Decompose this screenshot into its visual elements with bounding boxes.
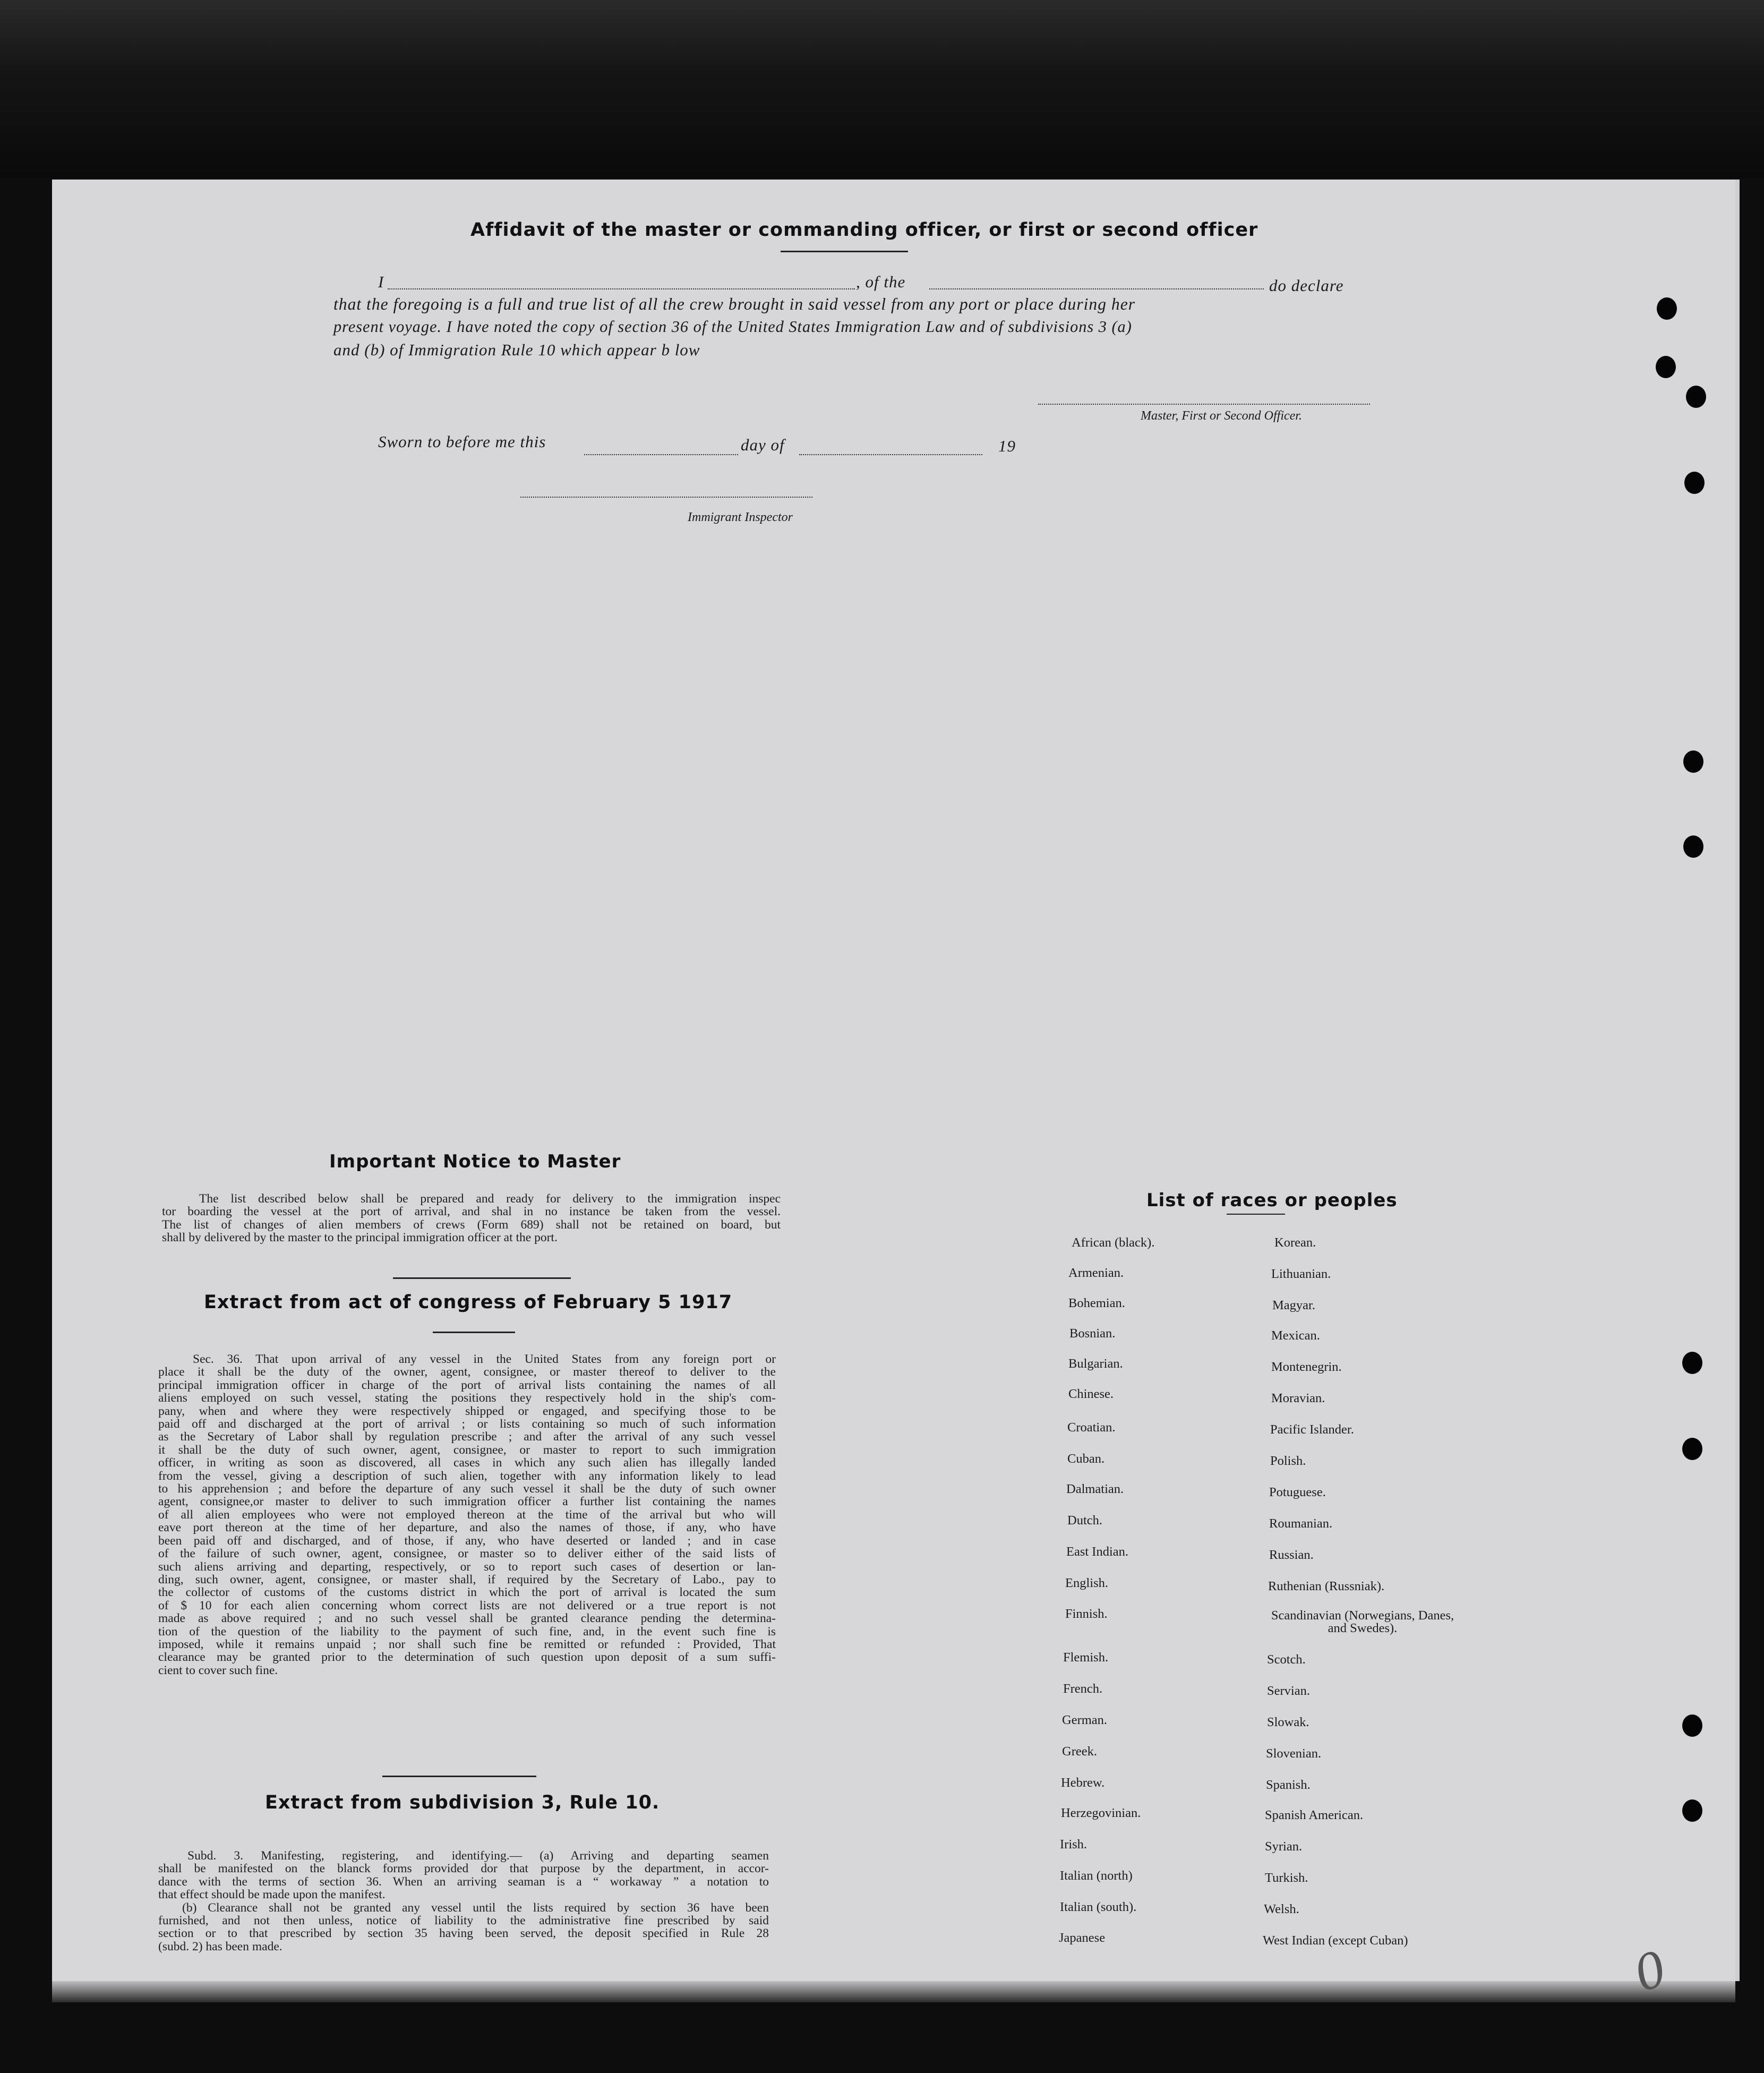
races-title: List of races or peoples xyxy=(1146,1190,1398,1211)
race-item: Russian. xyxy=(1269,1548,1314,1562)
act-line: of all alien employees who were not employed thereon at the time of the arrival but who will xyxy=(158,1507,776,1522)
rule-line: (b) Clearance shall not be granted any vessel until the lists required by section 36 have been xyxy=(182,1900,769,1915)
race-item: Magyar. xyxy=(1272,1298,1315,1312)
binder-hole xyxy=(1682,1438,1702,1460)
act-line: cient to cover such fine. xyxy=(158,1663,278,1677)
race-item: Moravian. xyxy=(1271,1391,1325,1405)
act-line: imposed, while it remains unpaid ; nor shall such fine be remitted or refunded : Provided, That xyxy=(158,1637,776,1651)
notice-line: The list described below shall be prepared and ready for delivery to the immigration inspec xyxy=(199,1192,781,1206)
sworn-day-field[interactable] xyxy=(584,454,738,455)
notice-line: The list of changes of alien members of crews (Form 689) shall not be retained on board, but xyxy=(162,1217,781,1232)
inspector-label: Immigrant Inspector xyxy=(688,510,793,524)
race-item: Dutch. xyxy=(1067,1513,1102,1528)
rule-10-text xyxy=(158,1849,769,1953)
race-item: Polish. xyxy=(1270,1454,1306,1468)
binder-hole xyxy=(1683,835,1703,858)
signature-field[interactable] xyxy=(1038,404,1370,405)
race-item: Bosnian. xyxy=(1069,1326,1116,1341)
race-item: East Indian. xyxy=(1066,1545,1129,1559)
race-item: Pacific Islander. xyxy=(1270,1422,1354,1437)
rule-line: Subd. 3. Manifesting, registering, and identifying.— (a) Arriving and departing seamen xyxy=(187,1849,769,1863)
act-line: been paid off and discharged, and of those, if any, who have deserted or landed ; and in case xyxy=(158,1533,776,1548)
rule-line: that effect should be made upon the manifest. xyxy=(158,1888,386,1902)
race-item: African (black). xyxy=(1072,1235,1155,1250)
race-item: Herzegovinian. xyxy=(1061,1806,1141,1820)
year-label: 19 xyxy=(998,437,1016,455)
of-the-label: , of the xyxy=(856,272,906,291)
race-item: Greek. xyxy=(1062,1744,1097,1759)
act-line: to his apprehension ; and before the departure of any such vessel it shall be the duty of such owner xyxy=(158,1482,776,1496)
notice-line: shall by delivered by the master to the principal immigration officer at the port. xyxy=(162,1231,558,1245)
affidavit-title: Affidavit of the master or commanding officer, or first or second officer xyxy=(470,219,1258,241)
race-item: Scandinavian (Norwegians, Danes, and Swedes). xyxy=(1271,1608,1454,1635)
act-line: officer, in writing as soon as discovered, all cases in which any such alien has illegally landed xyxy=(158,1456,776,1470)
handwritten-mark: 0 xyxy=(1626,1940,1675,2003)
race-item: Turkish. xyxy=(1265,1871,1308,1885)
binder-hole xyxy=(1682,1714,1702,1737)
act-line: from the vessel, giving a description of such alien, together with any information likely to lead xyxy=(158,1469,776,1483)
sworn-month-field[interactable] xyxy=(799,454,982,455)
act-line: place it shall be the duty of the owner, agent, consignee, or master thereof to deliver to the xyxy=(158,1365,776,1379)
notice-text xyxy=(162,1192,781,1244)
rule-line: furnished, and not then unless, notice of liability to the administrative fine prescribed by said xyxy=(158,1914,769,1928)
act-line: pany, when and where they were respectively shipped or engaged, and specifying those to be xyxy=(158,1404,776,1418)
race-item: Dalmatian. xyxy=(1066,1482,1124,1496)
race-item: Korean. xyxy=(1274,1235,1316,1250)
binder-hole xyxy=(1686,386,1706,408)
race-item: German. xyxy=(1062,1713,1108,1727)
race-item: Armenian. xyxy=(1068,1266,1124,1280)
binder-hole xyxy=(1683,750,1703,773)
notice-line: tor boarding the vessel at the port of arrival, and shal in no instance be taken from the vessel. xyxy=(162,1205,781,1219)
race-item: Spanish American. xyxy=(1265,1808,1364,1822)
title-underline xyxy=(433,1332,515,1333)
inspector-signature-field[interactable] xyxy=(520,497,812,498)
rule-line: section or to that prescribed by section 35 having been served, the deposit specified in Rule 28 xyxy=(158,1926,769,1941)
scan-border-bottom xyxy=(52,1981,1735,2002)
race-item: Hebrew. xyxy=(1061,1776,1105,1790)
section-divider xyxy=(393,1277,571,1279)
sworn-label: Sworn to before me this xyxy=(378,432,546,451)
race-item: Mexican. xyxy=(1271,1328,1320,1343)
race-item: Finnish. xyxy=(1065,1607,1108,1621)
act-line: clearance may be granted prior to the determination of such question upon deposit of a sum suffi- xyxy=(158,1650,776,1665)
rule-extract-title: Extract from subdivision 3, Rule 10. xyxy=(265,1792,660,1813)
act-line: it shall be the duty of such owner, agent, consignee, or master to report to such immigration xyxy=(158,1443,776,1457)
affidavit-line-4: and (b) of Immigration Rule 10 which appear b low xyxy=(333,340,700,359)
document-page xyxy=(52,180,1740,1981)
race-item: Italian (south). xyxy=(1060,1900,1137,1914)
do-declare-label: do declare xyxy=(1269,276,1344,295)
race-item: Irish. xyxy=(1060,1837,1087,1852)
act-line: Sec. 36. That upon arrival of any vessel in the United States from any foreign port or xyxy=(193,1352,776,1366)
race-item: Bulgarian. xyxy=(1068,1357,1123,1371)
act-line: of $ 10 for each alien concerning whom correct lists are not delivered or a true report is not xyxy=(158,1598,776,1613)
race-item: Roumanian. xyxy=(1269,1516,1333,1531)
act-line: agent, consignee,or master to deliver to such immigration officer a further list containing the names xyxy=(158,1495,776,1509)
race-item: Flemish. xyxy=(1063,1650,1109,1665)
binder-hole xyxy=(1656,356,1676,378)
race-item: Bohemian. xyxy=(1068,1296,1125,1310)
race-item: Slowak. xyxy=(1267,1715,1309,1729)
race-item: Japanese xyxy=(1059,1931,1106,1945)
act-line: paid off and discharged at the port of arrival ; or lists containing so much of such information xyxy=(158,1417,776,1431)
act-line: of the failure of such owner, agent, consignee, or master so to deliver either of the said lists of xyxy=(158,1547,776,1561)
act-line: aliens employed on such vessel, stating the positions they respectively hold in the ship's com- xyxy=(158,1391,776,1405)
section-divider xyxy=(382,1776,536,1777)
binder-hole xyxy=(1682,1352,1702,1374)
race-item: Welsh. xyxy=(1264,1902,1299,1916)
race-item: Montenegrin. xyxy=(1271,1360,1342,1374)
rule-line: dance with the terms of section 36. When an arriving seaman is a “ workaway ” a notation to xyxy=(158,1874,769,1889)
act-line: the collector of customs of the customs district in which the port of arrival is located the sum xyxy=(158,1585,776,1600)
act-line: as the Secretary of Labor shall by regulation prescribe ; and after the arrival of any such vessel xyxy=(158,1430,776,1444)
race-item: Ruthenian (Russniak). xyxy=(1268,1579,1385,1593)
race-item: Scotch. xyxy=(1267,1652,1306,1667)
notice-title: Important Notice to Master xyxy=(329,1151,621,1172)
act-line: principal immigration officer in charge of the port of arrival lists containing the names of all xyxy=(158,1378,776,1392)
act-extract-title: Extract from act of congress of February 5 1917 xyxy=(204,1292,733,1313)
race-item: Syrian. xyxy=(1265,1839,1303,1854)
race-item: Slovenian. xyxy=(1266,1746,1322,1761)
race-item: Cuban. xyxy=(1067,1452,1105,1466)
binder-hole xyxy=(1657,297,1677,320)
vessel-name-field[interactable] xyxy=(929,288,1264,289)
act-line: ding, such owner, agent, consignee, or master shall, if required by the Secretary of Labo., pay to xyxy=(158,1572,776,1586)
act-line: tion of the question of the liability to the payment of such fine, and, in the event such fine is xyxy=(158,1624,776,1639)
rule-line: (subd. 2) has been made. xyxy=(158,1939,282,1953)
day-of-label: day of xyxy=(741,436,785,454)
race-item: Potuguese. xyxy=(1269,1485,1326,1499)
race-item: Chinese. xyxy=(1068,1387,1114,1401)
race-item: English. xyxy=(1065,1576,1108,1590)
race-item: West Indian (except Cuban) xyxy=(1263,1933,1408,1948)
act-line: such aliens arriving and departing, respectively, or so to report such cases of desertion or lan- xyxy=(158,1559,776,1574)
act-line: made as above required ; and no such vessel shall be granted clearance pending the determina- xyxy=(158,1611,776,1626)
declarant-name-field[interactable] xyxy=(388,288,855,289)
title-underline xyxy=(1227,1214,1285,1215)
binder-hole xyxy=(1684,472,1705,494)
affidavit-line-3: present voyage. I have noted the copy of section 36 of the United States Immigration Law and of subdivisions 3 (a) xyxy=(333,318,1132,336)
race-item: Lithuanian. xyxy=(1271,1267,1331,1281)
race-item: Croatian. xyxy=(1067,1420,1116,1435)
race-item: Spanish. xyxy=(1266,1778,1311,1792)
section-36-text xyxy=(158,1353,776,1677)
scan-border-top xyxy=(0,0,1764,178)
affidavit-line-2: that the foregoing is a full and true list of all the crew brought in said vessel from any port or place during her xyxy=(333,295,1136,313)
declarant-prefix: I xyxy=(378,272,384,291)
act-line: eave port thereon at the time of her departure, and also the names of those, if any, who have xyxy=(158,1521,776,1535)
signature-label: Master, First or Second Officer. xyxy=(1141,409,1302,423)
race-item: Servian. xyxy=(1267,1684,1310,1698)
binder-hole xyxy=(1682,1799,1702,1822)
title-underline xyxy=(781,251,908,252)
rule-line: shall be manifested on the blanck forms provided dor that purpose by the department, in accor- xyxy=(158,1862,769,1876)
race-item: Italian (north) xyxy=(1060,1869,1133,1883)
race-item: French. xyxy=(1063,1682,1103,1696)
